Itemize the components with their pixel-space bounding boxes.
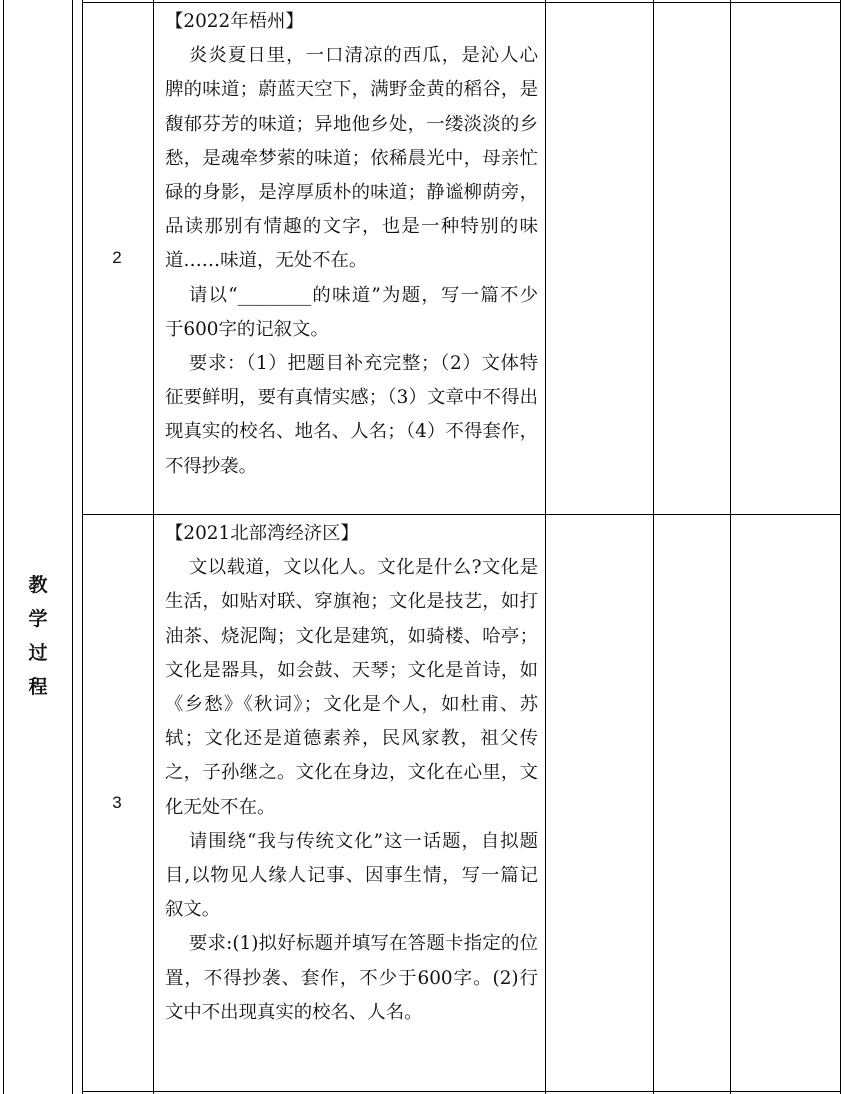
column-divider-extra-1 bbox=[653, 0, 654, 1094]
question-prompt-text: 炎炎夏日里，一口清凉的西瓜，是沁人心脾的味道；蔚蓝天空下，满野金黄的稻谷，是馥郁芬芳的味道；异地他乡处，一缕淡淡的乡愁，是魂牵梦萦的味道；依稀晨光中，母亲忙碌的身影，是淳厚质朴的味道；静谧柳荫旁，品读那别有情趣的文字，也是一种特别的味道……味道，无处不在。 bbox=[165, 45, 538, 272]
column-divider-label bbox=[72, 0, 73, 1094]
question-source-heading: 【2022年梧州】 bbox=[165, 11, 304, 32]
question-cell bbox=[165, 5, 538, 484]
row-border-bottom bbox=[82, 1091, 840, 1092]
question-requirements: 要求:(1)拟好标题并填写在答题卡指定的位置，不得抄袭、套作，不少于600字。(2)行文中不出现真实的校名、人名。 bbox=[165, 933, 538, 1023]
question-source-heading: 【2021北部湾经济区】 bbox=[165, 523, 359, 544]
section-label-teaching-process bbox=[18, 568, 58, 704]
table-border-right bbox=[840, 0, 841, 1094]
question-instruction: 请围绕“我与传统文化”这一话题，自拟题目,以物见人缘人记事、因事生情，写一篇记叙文。 bbox=[165, 830, 538, 921]
column-divider-label-double bbox=[82, 0, 83, 1094]
table-border-left bbox=[3, 0, 4, 1094]
section-label-char: 程 bbox=[28, 676, 48, 698]
column-divider-number bbox=[153, 0, 154, 1094]
question-requirements: 要求：（1）把题目补充完整；（2）文体特征要鲜明，要有真情实感；（3）文章中不得出现真实的校名、地名、人名；（4）不得套作，不得抄袭。 bbox=[165, 353, 538, 477]
section-label-char: 教 bbox=[28, 574, 48, 596]
row-number: 2 bbox=[112, 248, 122, 267]
question-cell bbox=[165, 517, 538, 1030]
row-divider bbox=[82, 514, 840, 515]
row-border-top bbox=[82, 2, 840, 3]
question-instruction: 请以“________的味道”为题，写一篇不少于600字的记叙文。 bbox=[165, 284, 538, 340]
column-divider-extra-2 bbox=[730, 0, 731, 1094]
section-label-char: 过 bbox=[28, 642, 48, 664]
column-divider-content bbox=[545, 0, 546, 1094]
row-number: 3 bbox=[112, 793, 122, 812]
question-prompt-text: 文以载道，文以化人。文化是什么?文化是生活，如贴对联、穿旗袍；文化是技艺，如打油茶、烧泥陶；文化是建筑，如骑楼、哈亭；文化是器具，如会鼓、天琴；文化是首诗，如《乡愁》《秋词》；文化是个人，如杜甫、苏轼；文化还是道德素养，民风家教，祖父传之，子孙继之。文化在身边，文化在心里，文化无处不在。 bbox=[165, 557, 538, 818]
section-label-char: 学 bbox=[28, 608, 48, 630]
